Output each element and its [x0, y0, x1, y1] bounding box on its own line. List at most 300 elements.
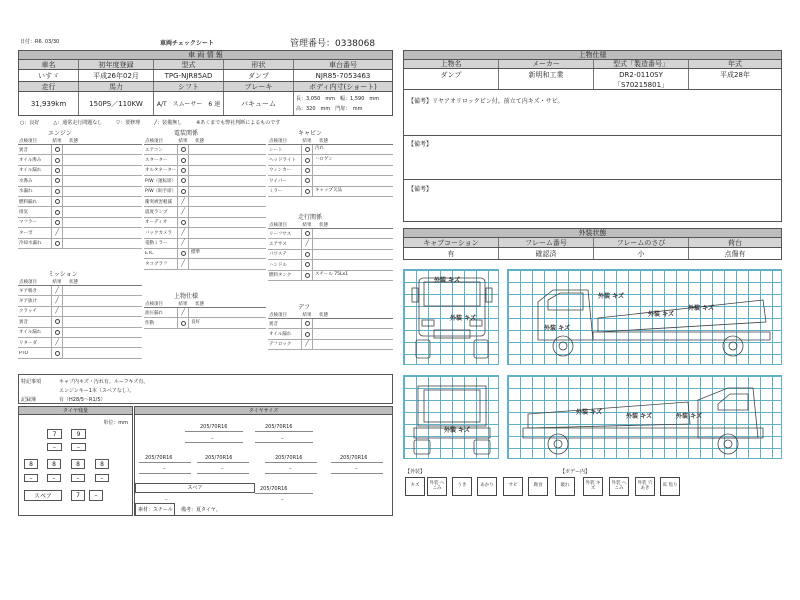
header-state: 状態 [319, 222, 328, 228]
check-item-name: P/W（助手席） [145, 189, 177, 195]
check-row [268, 271, 393, 281]
check-row [18, 176, 142, 186]
not-equipped-slash-icon: ╱ [181, 259, 185, 267]
damage-mark-front-2[interactable]: 外装 キズ [450, 315, 476, 322]
section-title-upper: 上物仕様 [174, 293, 199, 300]
check-item-name: シート [269, 147, 283, 153]
header-res: 結果 [52, 138, 62, 144]
rear-size-3-dash: – [289, 466, 292, 472]
col-model: 型式 [154, 60, 224, 69]
power-value: 150PS／110KW [79, 92, 154, 115]
check-row [144, 308, 266, 318]
check-item-name: クラッチ [19, 309, 37, 315]
check-row [18, 166, 142, 176]
good-circle-icon [305, 273, 310, 278]
good-circle-icon [305, 158, 310, 163]
damage-legend-chip: 腐食 [528, 477, 548, 496]
vehicle-info-title: 車 両 情 報 [19, 51, 392, 60]
header-res: 結果 [302, 312, 312, 318]
truck-rear-drawing [404, 376, 500, 460]
date-label: 日付：R6. 03/30 [20, 39, 60, 45]
check-item-name: ミラー [269, 189, 283, 195]
section-header-running [268, 221, 393, 229]
good-circle-icon [181, 158, 186, 163]
bed-value: 点傷有 [724, 249, 746, 258]
good-circle-icon [305, 147, 310, 152]
check-item-name: エアサス [269, 242, 287, 248]
check-item-result [301, 250, 313, 259]
header-item: 点検項目 [145, 301, 163, 307]
check-item-result [51, 338, 63, 347]
header-state: 状態 [69, 138, 78, 144]
header-res: 結果 [302, 138, 312, 144]
section-title-diff: デフ [298, 304, 311, 311]
check-item-state: 良好 [191, 319, 200, 325]
check-item-result [51, 307, 63, 316]
vehicle-info-value-row-1 [19, 70, 392, 82]
header-item: 点検項目 [145, 138, 163, 144]
tire-rear-4b: – [95, 474, 109, 482]
check-item-name: 異音 [19, 319, 28, 325]
front-size-right: 205/70R16 [265, 424, 293, 430]
check-item-result [177, 155, 189, 164]
check-item-state: 標準 [191, 250, 200, 256]
check-item-result [177, 166, 189, 175]
rear-size-2: 205/70R16 [205, 455, 233, 461]
model-value: TPG-NJR85AD [154, 70, 224, 81]
col-frame-rust: フレームのさび [594, 238, 689, 247]
check-item-name: リーフサス [269, 231, 292, 237]
check-row [268, 260, 393, 270]
body-dims-line-1: 長：3,050 mm 幅：1,590 mm [296, 96, 380, 102]
not-equipped-slash-icon: ╱ [55, 338, 59, 346]
check-item-result [177, 145, 189, 154]
col-shift: シフト [154, 82, 224, 91]
check-item-result [51, 317, 63, 326]
check-row [268, 176, 393, 186]
col-cab-caution: キャブコーション [404, 238, 499, 247]
check-item-result [177, 197, 189, 206]
damage-legend-chip: 外装 キズ [583, 477, 603, 496]
check-item-result [51, 228, 63, 237]
frame-rust-value: 小 [594, 248, 689, 259]
check-item-result [301, 239, 313, 248]
check-item-result [177, 308, 189, 317]
check-item-result [301, 176, 313, 185]
col-power: 馬力 [79, 82, 154, 91]
check-row [144, 218, 266, 228]
record-book-label: 記録簿 [21, 397, 37, 403]
exterior-header [404, 238, 781, 248]
check-row [18, 328, 142, 338]
check-item-result [177, 176, 189, 185]
body-dims-line-2: 高：320 mm 門扉： mm [296, 106, 363, 112]
check-item-name: リターダ [19, 340, 37, 346]
good-circle-icon [55, 220, 60, 225]
check-row [268, 166, 393, 176]
notes-line-1: キャブ内キズ・汚れ有。ルーフキズ有。 [59, 379, 149, 385]
damage-mark-side-5[interactable]: 外装 キズ [576, 409, 602, 416]
check-row [268, 340, 393, 350]
check-item-name: ハンドル [269, 262, 287, 268]
section-running [268, 212, 393, 281]
header-res: 結果 [52, 279, 62, 285]
tire-material: 素材：スチール [135, 503, 175, 516]
check-row [18, 228, 142, 238]
check-row [268, 145, 393, 155]
tire-rear-2: 8 [47, 459, 61, 469]
check-row [18, 187, 142, 197]
header-state: 状態 [319, 312, 328, 318]
check-item-name: PTO [19, 350, 29, 356]
good-circle-icon [305, 178, 310, 183]
not-equipped-slash-icon: ╱ [305, 240, 309, 248]
check-row [18, 145, 142, 155]
col-shape: 形状 [224, 60, 294, 69]
tire-rear-1: 8 [24, 459, 38, 469]
check-row [144, 249, 266, 259]
check-item-state: スチール 75Lx1 [315, 272, 349, 277]
section-title-cabin: キャビン [298, 130, 323, 137]
check-item-name: タコグラフ [145, 261, 168, 267]
good-circle-icon [181, 147, 186, 152]
check-item-name: 震度ランプ [145, 210, 168, 216]
header-state: 状態 [319, 138, 328, 144]
col-brake: ブレーキ [224, 82, 294, 91]
tire-remain-title: タイヤ残量 [19, 407, 132, 415]
header-item: 点検項目 [269, 312, 287, 318]
spare-size-title: スペア [135, 483, 255, 493]
not-equipped-slash-icon: ╱ [55, 228, 59, 236]
damage-legend-chip: うき [452, 477, 472, 496]
check-item-state: キャップ欠品 [315, 188, 342, 193]
section-header-mission [18, 278, 142, 286]
damage-mark-rear[interactable]: 外装 キズ [444, 427, 470, 434]
col-chassis-no: 車台番号 [329, 60, 357, 69]
upper-spec-title: 上物仕様 [404, 51, 781, 60]
check-item-name: ETC [145, 251, 154, 257]
shape-value: ダンプ [224, 70, 294, 81]
damage-legend-chip: 外装 へこみ [427, 477, 447, 496]
header-state: 状態 [69, 279, 78, 285]
tire-front-left-2: – [47, 443, 62, 451]
vehicle-info-header-row-2 [19, 82, 392, 92]
check-row [18, 218, 142, 228]
check-item-name: 電動ミラー [145, 241, 168, 247]
check-item-name: ウィンカー [269, 168, 292, 174]
check-item-result [301, 155, 313, 164]
check-item-result [301, 260, 313, 269]
good-circle-icon [55, 168, 60, 173]
notes-box [18, 374, 393, 404]
upper-note-1: 【備考】リヤアオリロックピン付。前立て内キズ・サビ。 [408, 98, 564, 105]
check-item-name: エアコン [145, 147, 163, 153]
check-item-result [51, 207, 63, 216]
spare-size-dash-right: – [281, 497, 284, 503]
check-row [144, 145, 266, 155]
section-electric [144, 128, 266, 270]
damage-legend-chip: 床 焦り [660, 477, 680, 496]
tire-rear-2b: – [47, 474, 61, 482]
exterior-status-box [403, 228, 782, 260]
check-row [268, 329, 393, 339]
check-item-name: オイル漏れ [269, 332, 292, 338]
header-state: 状態 [195, 138, 204, 144]
check-row [18, 155, 142, 165]
good-circle-icon [305, 168, 310, 173]
check-item-name: 異音 [269, 321, 278, 327]
vehicle-info-header-row-1 [19, 60, 392, 70]
not-equipped-slash-icon: ╱ [55, 297, 59, 305]
side-view-right-diagram [507, 375, 782, 459]
header-res: 結果 [302, 222, 312, 228]
sheet-title: 車両チェックシート [160, 40, 214, 47]
damage-mark-front-1[interactable]: 外装 キズ [434, 277, 460, 284]
check-row [144, 166, 266, 176]
good-circle-icon [55, 199, 60, 204]
exterior-values [404, 248, 781, 259]
not-equipped-slash-icon: ╱ [55, 307, 59, 315]
good-circle-icon [55, 241, 60, 246]
tire-rear-1b: – [24, 474, 38, 482]
good-circle-icon [305, 189, 310, 194]
check-item-name: オイル漏れ [19, 168, 42, 174]
maker-value: 新明和工業 [499, 69, 594, 80]
col-frame-no: フレーム番号 [499, 238, 594, 247]
car-name-value: いすゞ [19, 70, 79, 81]
check-row [18, 207, 142, 217]
check-row [144, 187, 266, 197]
header-res: 結果 [178, 138, 188, 144]
section-title-running: 走行関係 [298, 214, 323, 221]
check-item-result [51, 328, 63, 337]
check-item-result [51, 145, 63, 154]
legend-none: ╱：装備無し [154, 120, 183, 126]
not-equipped-slash-icon: ╱ [181, 208, 185, 216]
not-equipped-slash-icon: ╱ [181, 308, 185, 316]
front-size-left: 205/70R16 [200, 424, 228, 430]
check-item-result [51, 166, 63, 175]
check-item-name: 冷却水漏れ [19, 241, 42, 247]
col-year: 年式 [728, 60, 742, 68]
col-first-reg: 初年度登録 [79, 60, 154, 69]
serial-number: 「S70215801」 [594, 80, 689, 89]
legend-note: ※あくまでも弊社判断によるものです [196, 120, 281, 126]
check-item-result [51, 155, 63, 164]
check-item-name: マフラー [19, 220, 37, 226]
spare-size-dash-left: – [165, 497, 168, 503]
damage-legend-chip: 外装 穴あき [635, 477, 655, 496]
good-circle-icon [55, 319, 60, 324]
tire-spare-value-2: – [89, 490, 103, 501]
header-item: 点検項目 [19, 138, 37, 144]
damage-mark-side-2[interactable]: 外装 キズ [598, 293, 624, 300]
check-item-result [177, 249, 189, 258]
good-circle-icon [55, 147, 60, 152]
check-item-result [301, 340, 313, 349]
check-item-result [51, 187, 63, 196]
upper-spec-values [404, 69, 781, 80]
check-item-result [301, 271, 313, 280]
header-item: 点検項目 [269, 222, 287, 228]
check-row [18, 286, 142, 296]
check-item-name: ヘッドライト [269, 158, 296, 164]
result-legend [20, 119, 280, 126]
notes-line-2: エンジンキー1本（スペアなし）。 [59, 388, 135, 394]
check-item-result [301, 145, 313, 154]
damage-legend-chip: サビ [503, 477, 523, 496]
check-item-result [51, 296, 63, 305]
check-item-name: ターボ [19, 230, 33, 236]
upper-name-value: ダンプ [404, 69, 499, 80]
section-title-engine: エンジン [48, 130, 72, 137]
check-item-name: 燃料タンク [269, 273, 292, 279]
vehicle-info-table [18, 50, 393, 116]
truck-side-drawing-1 [508, 270, 783, 366]
not-equipped-slash-icon: ╱ [55, 286, 59, 294]
good-circle-icon [55, 178, 60, 183]
good-circle-icon [305, 321, 310, 326]
damage-mark-side-3[interactable]: 外装 キズ [648, 311, 674, 318]
check-item-name: 異音 [19, 147, 28, 153]
check-item-name: 衝突被害軽減 [145, 199, 172, 205]
check-item-result [177, 228, 189, 237]
check-row [18, 317, 142, 327]
damage-mark-side-6[interactable]: 外装 キズ [626, 413, 652, 420]
section-diff [268, 302, 393, 350]
header-res: 結果 [178, 301, 188, 307]
section-header-upper [144, 300, 266, 308]
header-state: 状態 [195, 301, 204, 307]
col-car-name: 車名 [19, 60, 79, 69]
check-item-result [51, 197, 63, 206]
col-serial: 型式「製造番号」 [594, 60, 689, 68]
section-header-cabin [268, 137, 393, 145]
check-item-result [177, 207, 189, 216]
first-reg-value: 平成26年02月 [79, 70, 154, 81]
section-title-mission: ミッション [48, 271, 78, 278]
not-equipped-slash-icon: ╱ [181, 239, 185, 247]
check-item-name: オイル漏れ [19, 330, 42, 336]
legend-body-title: 【ボデー内】 [560, 469, 591, 475]
good-circle-icon [55, 351, 60, 356]
check-row [268, 155, 393, 165]
tire-rear-3: 8 [71, 459, 85, 469]
section-engine [18, 128, 142, 249]
good-circle-icon [55, 330, 60, 335]
upper-spec-box [403, 50, 782, 222]
tire-front-right-2: – [71, 443, 86, 451]
check-row [144, 207, 266, 217]
check-item-name: 作動 [145, 321, 154, 327]
notes-label: 特記事項 [21, 379, 42, 385]
frame-no-value: 確認済 [499, 248, 594, 259]
check-item-name: P/W（運転席） [145, 178, 177, 184]
not-equipped-slash-icon: ╱ [305, 340, 309, 348]
section-upper [144, 291, 266, 329]
spare-size: 205/70R16 [260, 486, 288, 492]
good-circle-icon [305, 231, 310, 236]
vehicle-info-value-row-2 [19, 92, 392, 115]
check-row [18, 197, 142, 207]
year-value: 平成28年 [720, 70, 750, 79]
check-item-name: オーディオ [145, 220, 168, 226]
tire-front-left: 7 [47, 429, 62, 439]
tire-unit: 単位：mm [103, 420, 128, 426]
rear-size-1: 205/70R16 [145, 455, 173, 461]
chassis-no-value: NJR85-7053463 [315, 71, 371, 80]
check-item-result [51, 239, 63, 248]
check-row [144, 155, 266, 165]
check-row [268, 187, 393, 197]
front-size-left-dash: – [211, 436, 214, 442]
check-item-result [51, 218, 63, 227]
check-row [144, 228, 266, 238]
check-item-result [301, 187, 313, 196]
rear-size-4-dash: – [355, 466, 358, 472]
section-header-engine [18, 137, 142, 145]
legend-ok: △：通常走行問題なし [53, 120, 103, 126]
check-row [144, 197, 266, 207]
damage-legend-chip: キズ [405, 477, 425, 496]
section-title-electric: 電装関係 [174, 130, 199, 137]
check-row [268, 319, 393, 329]
good-circle-icon [305, 252, 310, 257]
col-bed: 荷台 [728, 238, 742, 247]
check-row [144, 176, 266, 186]
good-circle-icon [181, 178, 186, 183]
mileage-value: 31,939km [19, 92, 79, 115]
good-circle-icon [55, 158, 60, 163]
damage-mark-side-4[interactable]: 外装 キズ [688, 305, 714, 312]
damage-mark-side-1[interactable]: 外装 キズ [544, 325, 570, 332]
section-header-diff [268, 311, 393, 319]
check-row [18, 348, 142, 358]
good-circle-icon [181, 168, 186, 173]
damage-mark-side-7[interactable]: 外装 キズ [676, 413, 702, 420]
check-item-result [301, 229, 313, 238]
check-item-name: オイル滲み [19, 158, 42, 164]
front-view-diagram [403, 269, 499, 365]
check-item-name: ワイパー [269, 178, 287, 184]
check-item-state: ハロゲン [315, 156, 333, 162]
management-number: 管理番号：0338068 [290, 39, 376, 49]
col-body-dims: ボディ内寸(ショート) [309, 82, 377, 91]
check-item-result [51, 176, 63, 185]
cab-caution-value: 有 [404, 248, 499, 259]
tire-remark: 備考：夏タイヤ。 [181, 507, 221, 513]
col-mileage: 走行 [19, 82, 79, 91]
check-row [18, 239, 142, 249]
check-item-result [177, 259, 189, 268]
damage-legend-chip: 外装 へこみ [609, 477, 629, 496]
check-row [268, 250, 393, 260]
tire-spare-label: スペア [24, 490, 62, 501]
check-item-name: 油圧漏れ [145, 310, 163, 316]
upper-note-2: 【備考】 [408, 141, 433, 148]
check-item-name: ギア鳴き [19, 288, 37, 294]
rear-size-1-dash: – [163, 466, 166, 472]
check-row [144, 239, 266, 249]
check-row [18, 296, 142, 306]
check-row [144, 259, 266, 269]
col-maker: メーカー [499, 60, 594, 68]
check-item-result [301, 166, 313, 175]
brake-value: バキューム [224, 92, 294, 115]
legend-repair: ▽：要修理 [116, 120, 141, 126]
check-item-result [301, 319, 313, 328]
legend-exterior-title: 【外装】 [405, 469, 426, 475]
